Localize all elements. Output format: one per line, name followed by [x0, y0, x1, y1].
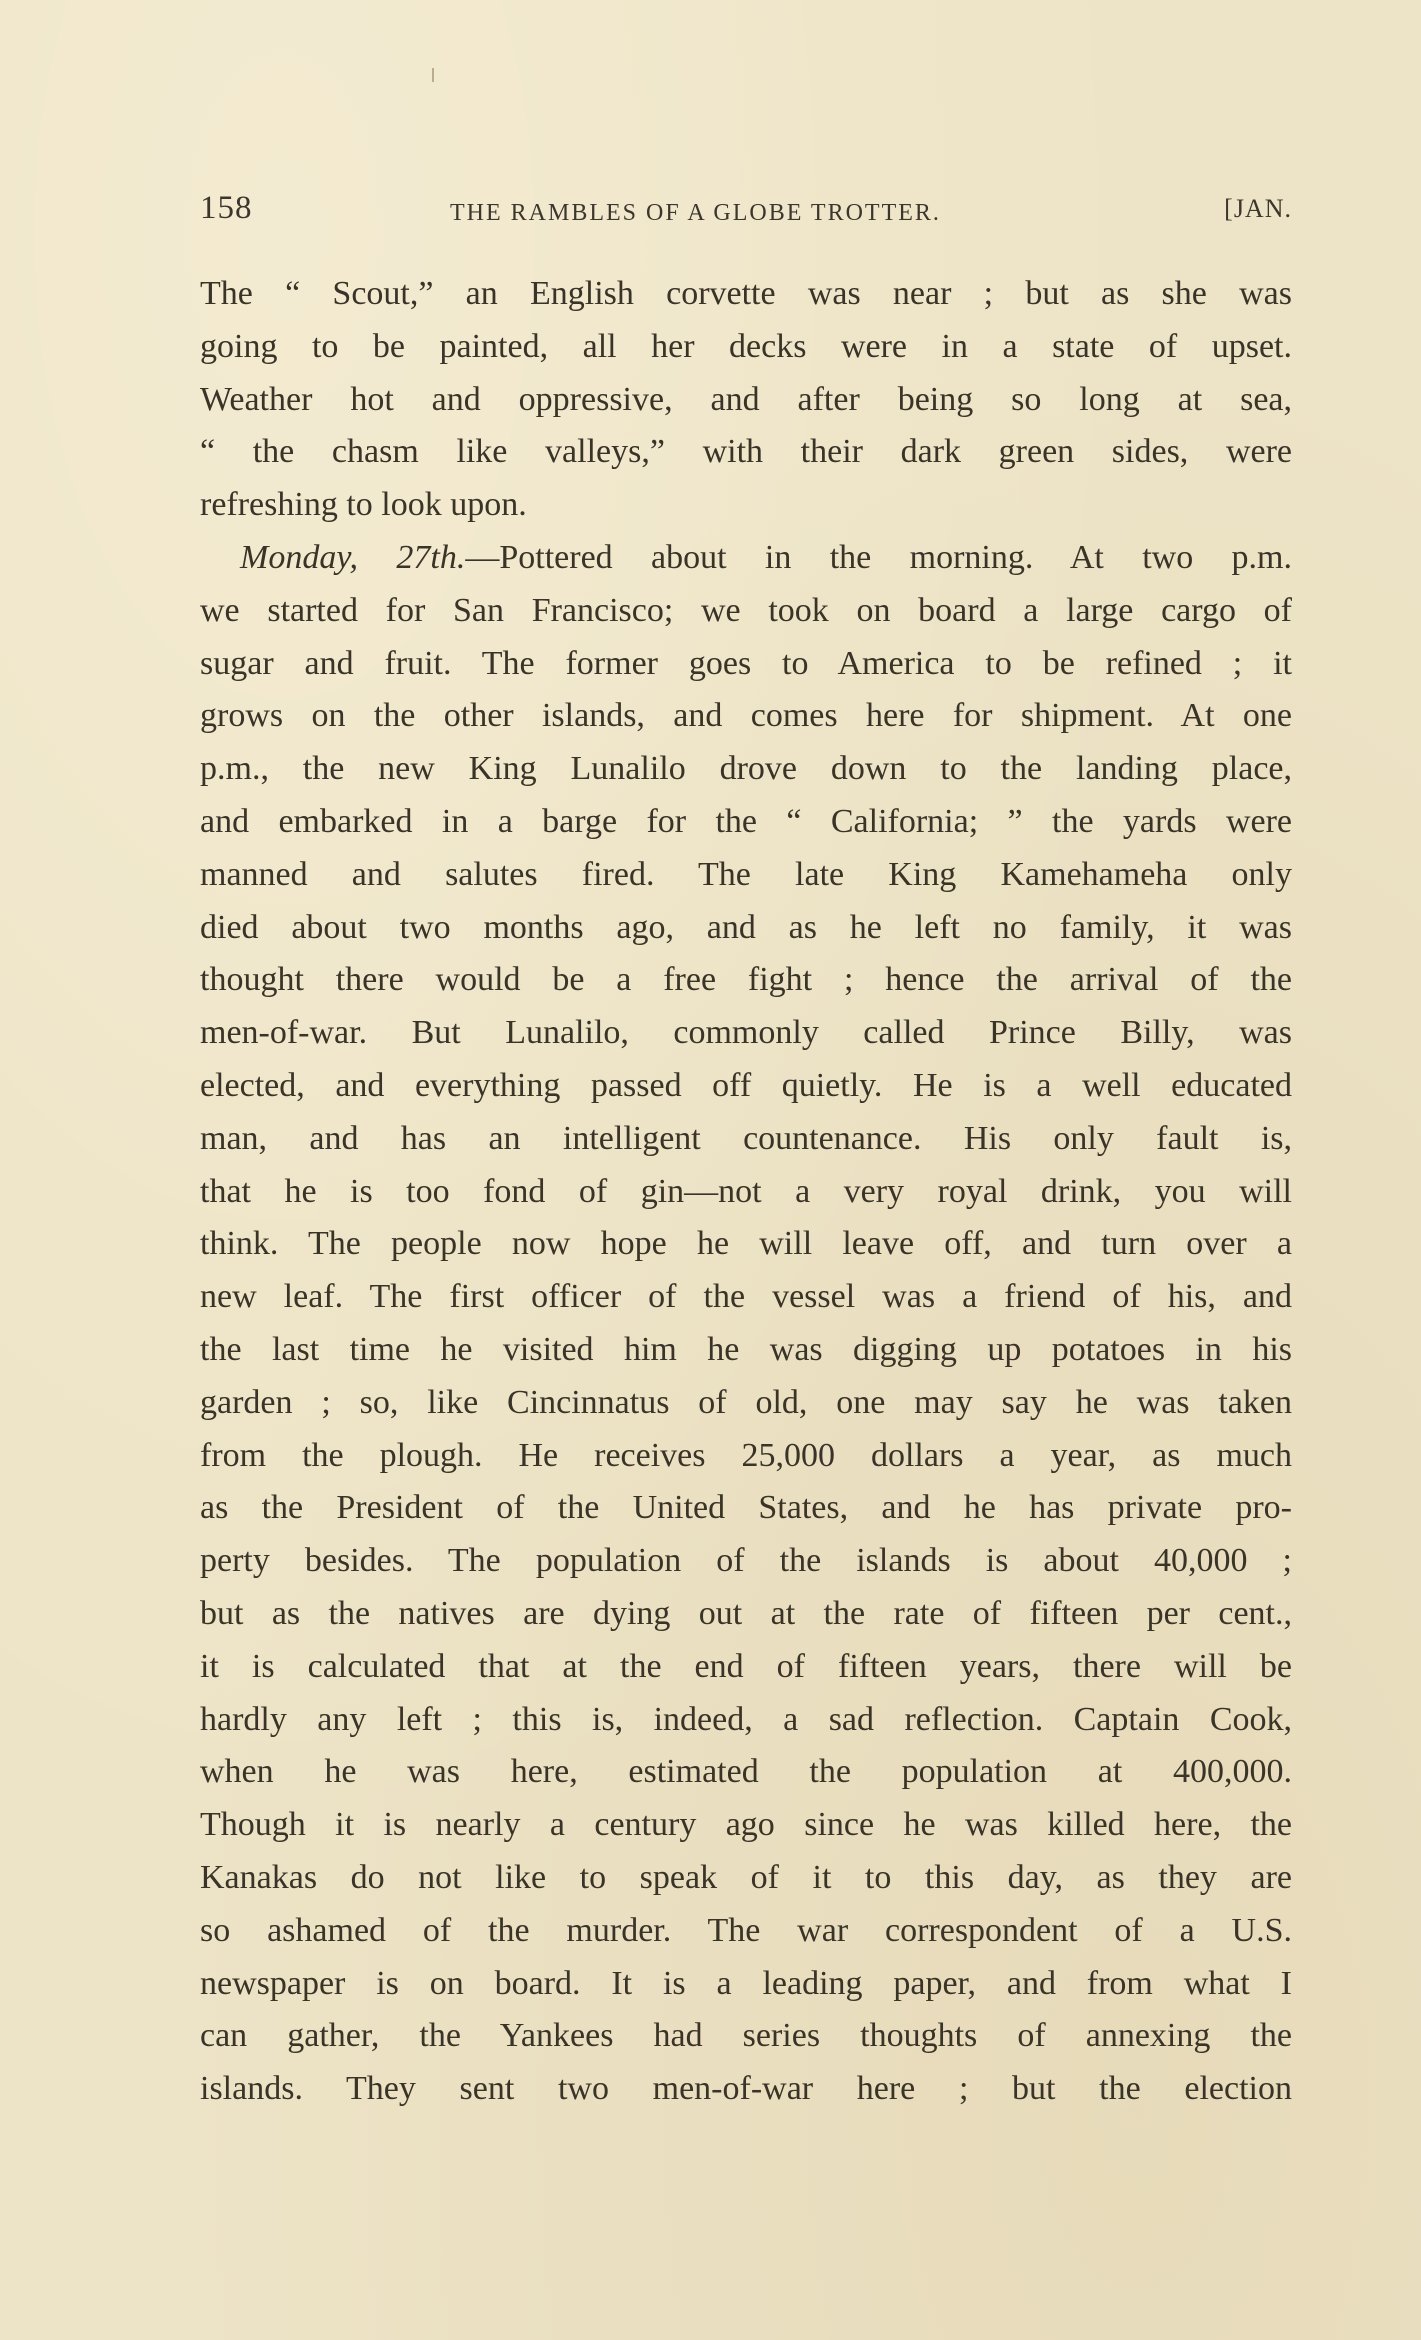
text-line-rest: —Pottered about in the morning. At two p.m.	[465, 538, 1292, 576]
text-line: Kanakas do not like to speak of it to this day, as they are	[200, 1858, 1292, 1896]
month-tag: [JAN.	[1224, 194, 1292, 223]
text-line: from the plough. He receives 25,000 dollars a year, as much	[200, 1436, 1292, 1474]
text-line: men-of-war. But Lunalilo, commonly called Prince Billy, was	[200, 1014, 1292, 1052]
text-line: elected, and everything passed off quietly. He is a well educated	[200, 1066, 1292, 1104]
print-mark	[432, 68, 434, 82]
text-line: newspaper is on board. It is a leading paper, and from what I	[200, 1964, 1292, 2002]
text-line: and embarked in a barge for the “ California; ” the yards were	[200, 802, 1292, 840]
running-title: THE RAMBLES OF A GLOBE TROTTER.	[450, 200, 941, 226]
text-line: grows on the other islands, and comes here for shipment. At one	[200, 697, 1292, 735]
text-line: it is calculated that at the end of fifteen years, there will be	[200, 1647, 1292, 1685]
text-line: we started for San Francisco; we took on board a large cargo of	[200, 591, 1292, 629]
text-line: think. The people now hope he will leave off, and turn over a	[200, 1225, 1292, 1263]
text-line: new leaf. The first officer of the vessel was a friend of his, and	[200, 1278, 1292, 1316]
text-line: the last time he visited him he was digging up potatoes in his	[200, 1330, 1292, 1368]
text-line: sugar and fruit. The former goes to America to be refined ; it	[200, 644, 1292, 682]
text-line: but as the natives are dying out at the rate of fifteen per cent.,	[200, 1594, 1292, 1632]
text-line: Weather hot and oppressive, and after being so long at sea,	[200, 380, 1292, 418]
text-line: died about two months ago, and as he left no family, it was	[200, 908, 1292, 946]
page-header	[200, 190, 1292, 246]
page-number: 158	[200, 190, 253, 226]
text-line: thought there would be a free fight ; hence the arrival of the	[200, 961, 1292, 999]
text-line: when he was here, estimated the population at 400,000.	[200, 1753, 1292, 1791]
text-line: The “ Scout,” an English corvette was near ; but as she was	[200, 275, 1292, 312]
text-line: “ the chasm like valleys,” with their dark green sides, were	[200, 433, 1292, 471]
body-text	[200, 268, 1292, 2116]
dateline: Monday, 27th.	[240, 538, 466, 576]
text-line: that he is too fond of gin—not a very royal drink, you will	[200, 1172, 1292, 1210]
text-line-dated	[200, 532, 1292, 585]
text-line: hardly any left ; this is, indeed, a sad reflection. Captain Cook,	[200, 1700, 1292, 1738]
text-line: Though it is nearly a century ago since he was killed here, the	[200, 1806, 1292, 1844]
text-line: manned and salutes fired. The late King Kamehameha only	[200, 855, 1292, 893]
text-line: man, and has an intelligent countenance. His only fault is,	[200, 1119, 1292, 1157]
text-line: can gather, the Yankees had series thoughts of annexing the	[200, 2017, 1292, 2055]
text-line: so ashamed of the murder. The war correspondent of a U.S.	[200, 1911, 1292, 1949]
text-line: perty besides. The population of the islands is about 40,000 ;	[200, 1542, 1292, 1580]
text-line: garden ; so, like Cincinnatus of old, one may say he was taken	[200, 1383, 1292, 1421]
text-line: refreshing to look upon.	[200, 486, 527, 524]
text-line: going to be painted, all her decks were in a state of upset.	[200, 327, 1292, 365]
text-line: as the President of the United States, and he has private pro-	[200, 1489, 1292, 1527]
text-line: p.m., the new King Lunalilo drove down to the landing place,	[200, 750, 1292, 788]
text-line: islands. They sent two men-of-war here ; but the election	[200, 2070, 1292, 2108]
